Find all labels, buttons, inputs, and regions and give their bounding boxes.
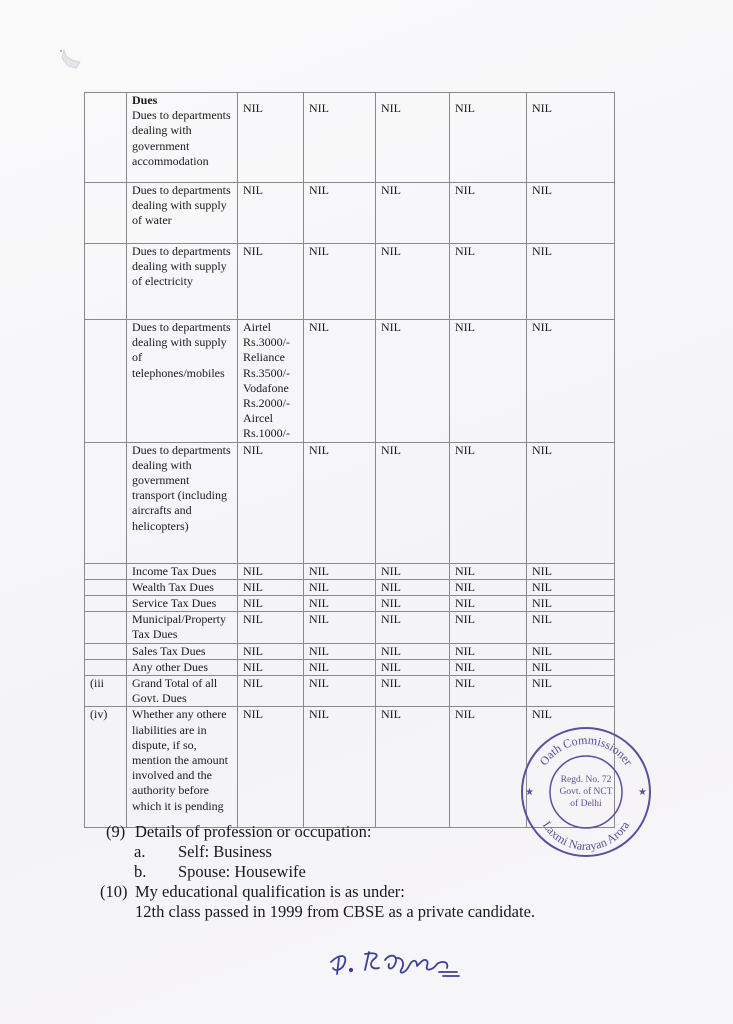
value-cell: NIL	[238, 596, 304, 612]
value-cell: NIL	[304, 244, 376, 320]
row-index	[85, 320, 127, 443]
row-index: (iv)	[85, 707, 127, 828]
value-cell: NIL	[238, 442, 304, 563]
table-row	[85, 320, 615, 443]
value-cell: NIL	[376, 579, 450, 595]
row-label: Dues Dues to departments dealing with government accommodation	[127, 93, 238, 183]
item-text: Self: Business	[178, 842, 272, 861]
row-index	[85, 612, 127, 643]
row-label: Whether any othere liabilities are in dispute, if so, mention the amount involved and the authority before which it is pending	[127, 707, 238, 828]
section-title: Details of profession or occupation:	[135, 822, 372, 841]
value-cell: NIL	[304, 596, 376, 612]
row-label: Dues to departments dealing with government transport (including aircrafts and helicopters)	[127, 442, 238, 563]
oath-commissioner-stamp	[516, 722, 656, 862]
value-cell: NIL	[238, 579, 304, 595]
value-cell: NIL	[238, 183, 304, 244]
row-label: Municipal/Property Tax Dues	[127, 612, 238, 643]
row-label: Wealth Tax Dues	[127, 579, 238, 595]
education-text: 12th class passed in 1999 from CBSE as a private candidate.	[135, 902, 536, 921]
row-index: (iii	[85, 676, 127, 707]
table-row	[85, 579, 615, 595]
row-label: Service Tax Dues	[127, 596, 238, 612]
value-cell: NIL	[304, 643, 376, 659]
value-cell: NIL	[304, 93, 376, 183]
value-cell: NIL	[450, 659, 527, 675]
value-cell: NIL	[376, 612, 450, 643]
row-index	[85, 183, 127, 244]
value-cell: NIL	[376, 643, 450, 659]
value-cell: NIL	[376, 183, 450, 244]
section-number: (10)	[100, 882, 128, 901]
value-cell: NIL	[450, 612, 527, 643]
row-label: Dues to departments dealing with supply of telephones/mobiles	[127, 320, 238, 443]
table-row	[85, 676, 615, 707]
value-cell: NIL	[376, 707, 450, 828]
value-cell: NIL	[527, 320, 615, 443]
value-cell: NIL	[304, 442, 376, 563]
row-index	[85, 442, 127, 563]
value-cell: NIL	[450, 183, 527, 244]
value-cell: NIL	[304, 707, 376, 828]
value-cell: NIL	[450, 579, 527, 595]
value-cell: NIL	[376, 320, 450, 443]
value-cell: NIL	[238, 707, 304, 828]
value-cell: NIL	[450, 643, 527, 659]
value-cell: NIL	[527, 707, 615, 828]
value-cell: NIL	[527, 596, 615, 612]
value-cell: NIL	[527, 93, 615, 183]
value-cell: NIL	[304, 563, 376, 579]
stamp-inner-line: Govt. of NCT	[559, 787, 613, 797]
row-label: Any other Dues	[127, 659, 238, 675]
table-row	[85, 244, 615, 320]
value-cell: NIL	[376, 563, 450, 579]
value-cell: NIL	[238, 659, 304, 675]
value-cell: NIL	[527, 659, 615, 675]
value-cell: NIL	[376, 596, 450, 612]
value-cell: NIL	[527, 643, 615, 659]
stamp-inner-line: of Delhi	[570, 799, 602, 809]
value-cell: NIL	[527, 183, 615, 244]
value-cell: NIL	[238, 93, 304, 183]
value-cell: NIL	[527, 612, 615, 643]
stamp-bottom-text: Laxmi Narayan Arora	[539, 818, 633, 854]
value-cell: NIL	[450, 596, 527, 612]
table-row	[85, 612, 615, 643]
value-cell: NIL	[304, 676, 376, 707]
value-cell: NIL	[527, 676, 615, 707]
table-row	[85, 93, 615, 183]
row-index	[85, 596, 127, 612]
value-cell: NIL	[450, 442, 527, 563]
value-cell: NIL	[450, 676, 527, 707]
stamp-outer-text: Oath Commissioner	[536, 732, 636, 769]
value-cell: NIL	[238, 244, 304, 320]
value-cell: NIL	[376, 659, 450, 675]
row-index	[85, 579, 127, 595]
value-cell: NIL	[304, 320, 376, 443]
star-icon: ★	[525, 787, 534, 798]
table-row	[85, 659, 615, 675]
table-row	[85, 183, 615, 244]
dues-table	[84, 92, 615, 828]
value-cell: Airtel Rs.3000/- Reliance Rs.3500/- Vodafone Rs.2000/- Aircel Rs.1000/-	[238, 320, 304, 443]
row-label: Dues to departments dealing with supply of water	[127, 183, 238, 244]
item-marker: a.	[134, 842, 146, 861]
value-cell: NIL	[238, 676, 304, 707]
value-cell: NIL	[238, 612, 304, 643]
row-label: Grand Total of all Govt. Dues	[127, 676, 238, 707]
value-cell: NIL	[376, 93, 450, 183]
section-number: (9)	[106, 822, 126, 841]
value-cell: NIL	[238, 563, 304, 579]
table-row	[85, 596, 615, 612]
value-cell: NIL	[304, 612, 376, 643]
row-index	[85, 659, 127, 675]
value-cell: NIL	[304, 183, 376, 244]
item-text: Spouse: Housewife	[178, 862, 306, 881]
value-cell: NIL	[376, 676, 450, 707]
value-cell: NIL	[527, 442, 615, 563]
table-row	[85, 563, 615, 579]
row-index	[85, 244, 127, 320]
value-cell: NIL	[376, 442, 450, 563]
row-label: Dues to departments dealing with supply of electricity	[127, 244, 238, 320]
value-cell: NIL	[527, 563, 615, 579]
value-cell: NIL	[304, 579, 376, 595]
item-marker: b.	[134, 862, 147, 881]
row-heading: Dues	[132, 93, 158, 107]
table-row	[85, 442, 615, 563]
scan-speck-icon	[58, 48, 84, 72]
value-cell: NIL	[450, 244, 527, 320]
value-cell: NIL	[238, 643, 304, 659]
row-index	[85, 563, 127, 579]
stamp-inner-line: Regd. No. 72	[560, 775, 612, 785]
signature	[325, 940, 485, 980]
star-icon: ★	[638, 787, 647, 798]
row-index	[85, 643, 127, 659]
value-cell: NIL	[450, 93, 527, 183]
value-cell: NIL	[376, 244, 450, 320]
row-label: Income Tax Dues	[127, 563, 238, 579]
row-label: Sales Tax Dues	[127, 643, 238, 659]
section-title: My educational qualification is as under:	[135, 882, 405, 901]
value-cell: NIL	[450, 320, 527, 443]
value-cell: NIL	[527, 579, 615, 595]
value-cell: NIL	[527, 244, 615, 320]
row-index	[85, 93, 127, 183]
value-cell: NIL	[304, 659, 376, 675]
value-cell: NIL	[450, 563, 527, 579]
table-row	[85, 643, 615, 659]
value-cell: NIL	[450, 707, 527, 828]
